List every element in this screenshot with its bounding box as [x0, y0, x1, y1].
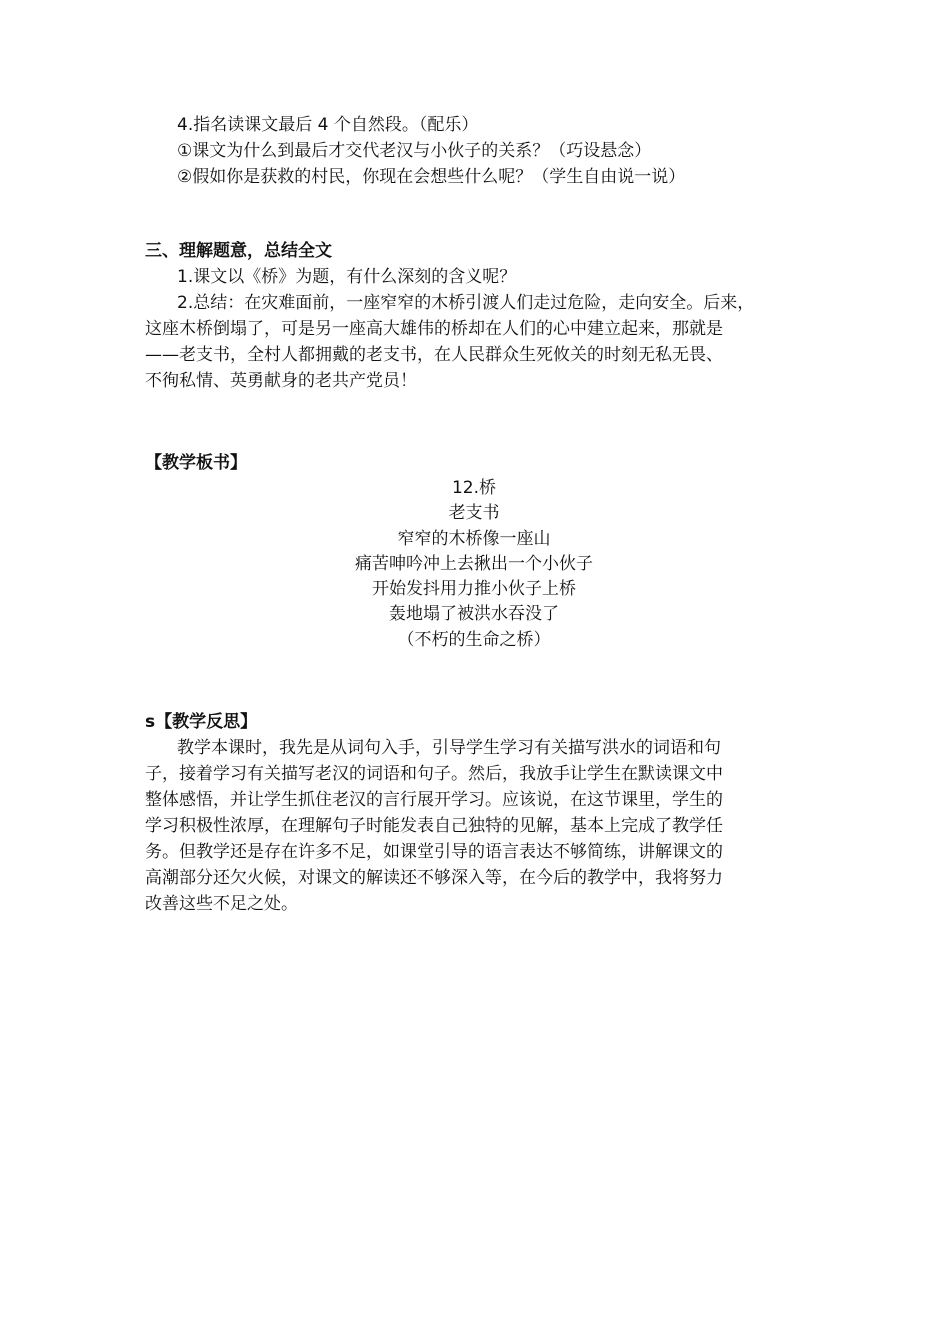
- board-line: 12.桥: [451, 478, 497, 498]
- board-line: 老支书: [448, 503, 500, 524]
- summary-line: 不徇私情、英勇献身的老共产党员！: [145, 371, 417, 391]
- section-three-item-1: 1.课文以《桥》为题，有什么深刻的含义呢？: [177, 267, 517, 287]
- reflection-line: 学习积极性浓厚，在理解句子时能发表自己独特的见解，基本上完成了教学任: [145, 816, 723, 837]
- board-heading: 【教学板书】: [145, 453, 247, 473]
- board-line: 痛苦呻吟冲上去揪出一个小伙子: [355, 553, 593, 574]
- board-line: 开始发抖用力推小伙子上桥: [372, 579, 576, 600]
- question-2: ②假如你是获救的村民，你现在会想些什么呢？（学生自由说一说）: [177, 167, 686, 187]
- spacer: [145, 394, 807, 450]
- reflection-line: 整体感悟，并让学生抓住老汉的言行展开学习。应该说，在这节课里，学生的: [145, 790, 723, 811]
- summary-line: 这座木桥倒塌了，可是另一座高大雄伟的桥却在人们的心中建立起来，那就是: [145, 319, 723, 339]
- reflection-line: 子，接着学习有关描写老汉的词语和句子。然后，我放手让学生在默读课文中: [145, 764, 723, 785]
- reflection-line: 教学本课时，我先是从词句入手，引导学生学习有关描写洪水的词语和句: [177, 738, 721, 759]
- board-line: 窄窄的木桥像一座山: [397, 528, 551, 549]
- reflection-heading: s【教学反思】: [145, 712, 258, 733]
- section-three-heading: 三、理解题意，总结全文: [145, 241, 332, 261]
- summary-paragraph: [145, 290, 807, 394]
- question-1: ①课文为什么到最后才交代老汉与小伙子的关系？（巧设悬念）: [177, 141, 652, 161]
- reflection-paragraph: [145, 735, 807, 917]
- spacer: [145, 190, 807, 238]
- document-page: [145, 112, 807, 917]
- spacer: [145, 653, 807, 709]
- reflection-line: 务。但教学还是存在许多不足，如课堂引导的语言表达不够简练，讲解课文的: [145, 842, 723, 863]
- board-line: 轰地塌了被洪水吞没了: [389, 604, 559, 625]
- item-4-read-aloud: 4.指名读课文最后 4 个自然段。（配乐）: [177, 115, 479, 135]
- reflection-line: 改善这些不足之处。: [145, 894, 298, 915]
- board-line: （不朽的生命之桥）: [397, 629, 551, 650]
- blackboard-outline: [141, 476, 807, 653]
- summary-line: ——老支书，全村人都拥戴的老支书，在人民群众生死攸关的时刻无私无畏、: [145, 345, 723, 365]
- reflection-line: 高潮部分还欠火候，对课文的解读还不够深入等，在今后的教学中，我将努力: [145, 868, 723, 889]
- summary-line: 2.总结：在灾难面前，一座窄窄的木桥引渡人们走过危险，走向安全。后来，: [177, 293, 755, 313]
